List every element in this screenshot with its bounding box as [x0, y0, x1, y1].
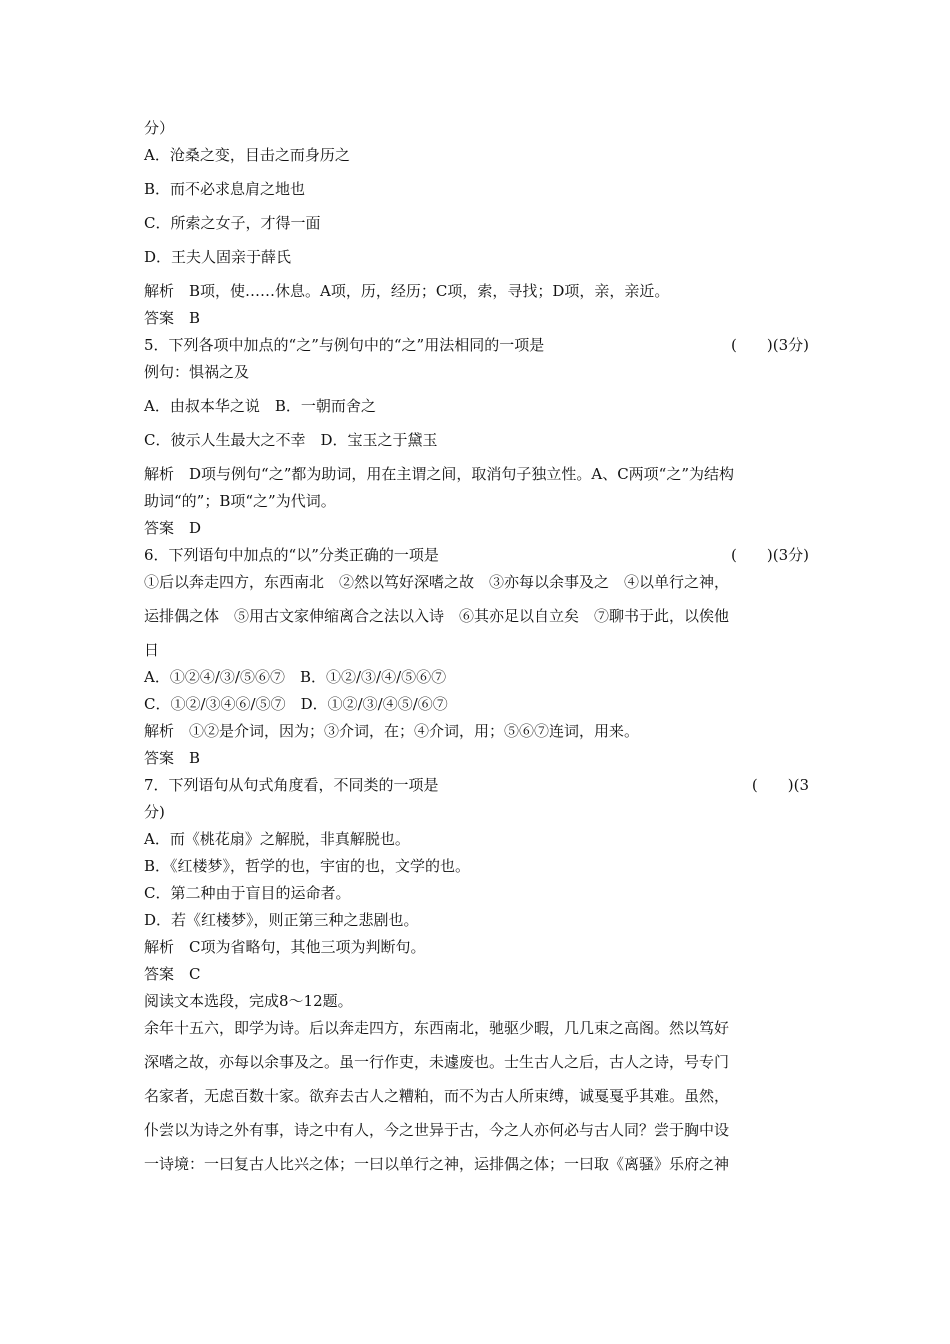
example-sentence: 例句：惧祸之及 — [144, 363, 250, 381]
answer: 答案 C — [144, 965, 201, 983]
question-5 — [144, 335, 809, 355]
analysis-continued: 助词“的”；B项“之”为代词。 — [144, 492, 336, 510]
question-5-stem: 5．下列各项中加点的“之”与例句中的“之”用法相同的一项是 — [144, 336, 545, 354]
options-cd: C．彼示人生最大之不幸 D．宝玉之于黛玉 — [144, 431, 438, 449]
passage-line: 深嗜之故，亦每以余事及之。虽一行作吏，未遽废也。士生古人之后，古人之诗，号专门 — [144, 1053, 730, 1071]
passage-line: 余年十五六，即学为诗。后以奔走四方，东西南北，驰驱少暇，几几束之高阁。然以笃好 — [144, 1019, 730, 1037]
option-b: B．而不必求息肩之地也 — [144, 180, 306, 198]
question-6-stem: 6．下列语句中加点的“以”分类正确的一项是 — [144, 546, 439, 564]
option-d: D．若《红楼梦》，则正第三种之悲剧也。 — [144, 911, 419, 929]
document-page — [144, 118, 809, 1188]
options-ab: A．①②④/③/⑤⑥⑦ B．①②/③/④/⑤⑥⑦ — [144, 668, 447, 686]
option-b: B．《红楼梦》，哲学的也，宇宙的也，文学的也。 — [144, 857, 471, 875]
option-a: A．而《桃花扇》之解脱，非真解脱也。 — [144, 830, 410, 848]
analysis: 解析 ①②是介词，因为；③介词，在；④介词，用；⑤⑥⑦连词，用来。 — [144, 722, 640, 740]
text-line: 分） — [144, 119, 175, 137]
question-6-score: ( )(3分) — [731, 546, 809, 564]
question-7-score: ( )(3 — [751, 776, 809, 794]
passage-line: 名家者，无虑百数十家。欲弃去古人之糟粕，而不为古人所束缚，诚戛戛乎其难。虽然， — [144, 1087, 730, 1105]
question-6 — [144, 545, 809, 565]
text-line: 分) — [144, 803, 165, 821]
sentence-group-continued: 运排偶之体 ⑤用古文家伸缩离合之法以入诗 ⑥其亦足以自立矣 ⑦聊书于此，以俟他 — [144, 607, 730, 625]
passage-line: 一诗境：一曰复古人比兴之体；一曰以单行之神，运排偶之体；一曰取《离骚》乐府之神 — [144, 1155, 730, 1173]
passage-line: 仆尝以为诗之外有事，诗之中有人，今之世异于古，今之人亦何必与古人同？尝于胸中设 — [144, 1121, 730, 1139]
question-7-stem: 7．下列语句从句式角度看，不同类的一项是 — [144, 776, 439, 794]
sentence-group: ①后以奔走四方，东西南北 ②然以笃好深嗜之故 ③亦每以余事及之 ④以单行之神， — [144, 573, 730, 591]
option-c: C．第二种由于盲目的运命者。 — [144, 884, 351, 902]
answer: 答案 B — [144, 309, 201, 327]
question-5-score: ( )(3分) — [731, 336, 809, 354]
question-7 — [144, 775, 809, 795]
answer: 答案 B — [144, 749, 201, 767]
analysis: 解析 B项，使……休息。A项，历，经历；C项，索，寻找；D项，亲，亲近。 — [144, 282, 670, 300]
analysis: 解析 D项与例句“之”都为助词，用在主谓之间，取消句子独立性。A、C两项“之”为结构 — [144, 465, 735, 483]
option-c: C．所索之女子，才得一面 — [144, 214, 321, 232]
reading-instruction: 阅读文本选段，完成8～12题。 — [144, 992, 353, 1010]
options-cd: C．①②/③④⑥/⑤⑦ D．①②/③/④⑤/⑥⑦ — [144, 695, 448, 713]
option-d: D．王夫人固亲于薛氏 — [144, 248, 292, 266]
sentence-group-end: 日 — [144, 641, 160, 659]
answer: 答案 D — [144, 519, 202, 537]
options-ab: A．由叔本华之说 B．一朝而舍之 — [144, 397, 376, 415]
analysis: 解析 C项为省略句，其他三项为判断句。 — [144, 938, 426, 956]
option-a: A．沧桑之变，目击之而身历之 — [144, 146, 350, 164]
